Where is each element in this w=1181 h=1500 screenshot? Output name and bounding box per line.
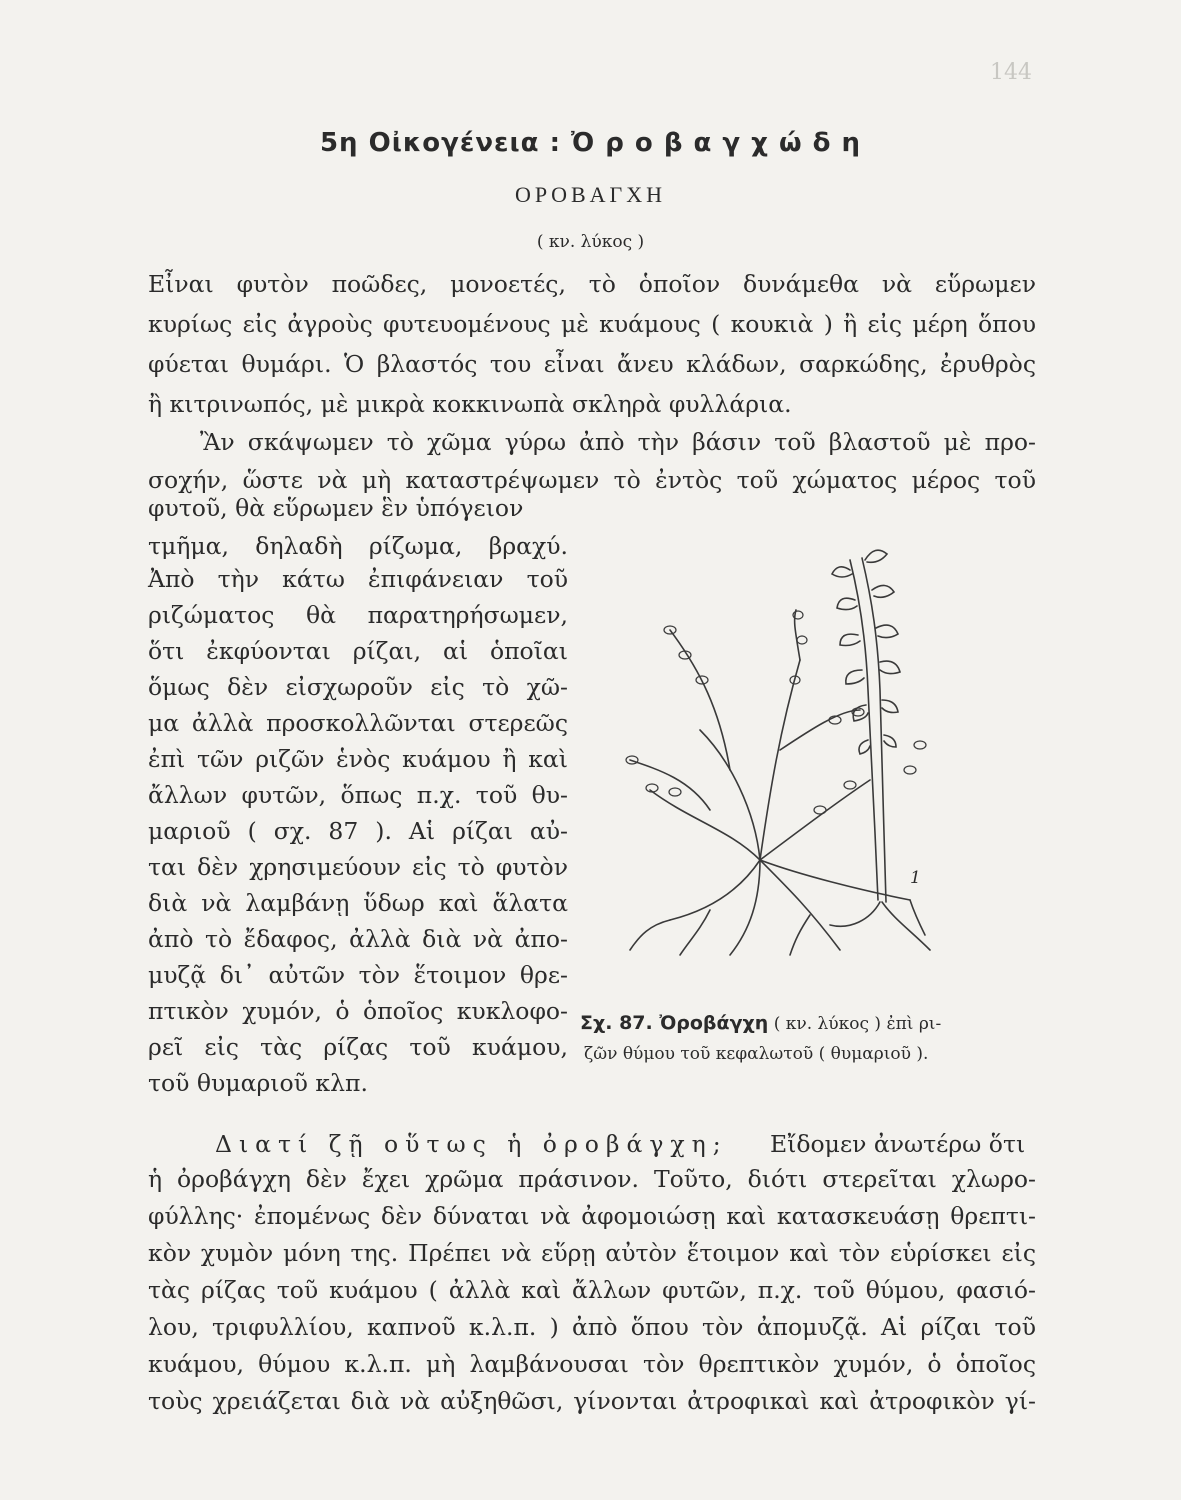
text-line: σοχήν, ὥστε νὰ μὴ καταστρέψωμεν τὸ ἐντὸς τοῦ χώματος μέρος τοῦ [148,466,1036,494]
caption-label: Σχ. 87. Ὀροβάγχη [580,1012,769,1034]
text-line: φύεται θυμάρι. Ὁ βλαστός του εἶναι ἄνευ κλάδων, σαρκώδης, ἐρυθρὸς [148,350,1036,378]
section-lead-title: Διατί ζῇ οὕτως ἡ ὀροβάγχη; [215,1130,728,1158]
text-line: μυζᾷ δι᾽ αὐτῶν τὸν ἕτοιμον θρε- [148,961,568,989]
figure-caption [580,1012,1040,1034]
text-line: κὸν χυμὸν μόνη της. Πρέπει νὰ εὕρῃ αὐτὸν ἕτοιμον καὶ τὸν εὑρίσκει εἰς [148,1239,1036,1267]
text-line: Ἀπὸ τὴν κάτω ἐπιφάνειαν τοῦ [148,565,568,593]
orobanche-illustration [610,530,940,960]
text-line: ται δὲν χρησιμεύουν εἰς τὸ φυτὸν [148,853,568,881]
text-line: τμῆμα, δηλαδὴ ρίζωμα, βραχύ. [148,532,568,560]
text-line: πτικὸν χυμόν, ὁ ὁποῖος κυκλοφο- [148,997,568,1025]
text-line: Εἶναι φυτὸν ποῶδες, μονοετές, τὸ ὁποῖον δυνάμεθα νὰ εὕρωμεν [148,270,1036,298]
text-line: ἀπὸ τὸ ἔδαφος, ἀλλὰ διὰ νὰ ἀπο- [148,925,568,953]
text-line: διὰ νὰ λαμβάνῃ ὕδωρ καὶ ἅλατα [148,889,568,917]
text-line: Εἴδομεν ἀνωτέρω ὅτι [770,1130,1026,1158]
family-heading: 5η Οἰκογένεια : Ὀ ρ ο β α γ χ ώ δ η [319,128,862,158]
plant-title: ΟΡΟΒΑΓΧΗ [514,182,667,207]
common-name: ( κν. λύκος ) [536,232,645,252]
text-line: ἐπὶ τῶν ριζῶν ἑνὸς κυάμου ἢ καὶ [148,745,568,773]
text-line: ἢ κιτρινωπός, μὲ μικρὰ κοκκινωπὰ σκληρὰ φυλλάρια. [148,390,792,418]
text-line: φυτοῦ, θὰ εὕρωμεν ἓν ὑπόγειον [148,494,524,522]
page-number: 144 [990,60,1032,85]
text-line: τὰς ρίζας τοῦ κυάμου ( ἀλλὰ καὶ ἄλλων φυτῶν, π.χ. τοῦ θύμου, φασιό- [148,1276,1036,1304]
text-line: ριζώματος θὰ παρατηρήσωμεν, [148,601,568,629]
caption-line-2: ζῶν θύμου τοῦ κεφαλωτοῦ ( θυμαριοῦ ). [584,1044,929,1064]
text-line: τοὺς χρειάζεται διὰ νὰ αὐξηθῶσι, γίνονται ἀτροφικαὶ καὶ ἀτροφικὸν γί- [148,1387,1036,1415]
section-lead [215,1130,728,1158]
text-line: τοῦ θυμαριοῦ κλπ. [148,1069,368,1097]
text-line: Ἂν σκάψωμεν τὸ χῶμα γύρω ἀπὸ τὴν βάσιν τοῦ βλαστοῦ μὲ προ- [200,428,1036,456]
text-line: φύλλης· ἐπομένως δὲν δύναται νὰ ἀφομοιώσῃ καὶ κατασκευάσῃ θρεπτι- [148,1202,1036,1230]
text-line: ἡ ὀροβάγχη δὲν ἔχει χρῶμα πράσινον. Τοῦτο, διότι στερεῖται χλωρο- [148,1165,1036,1193]
text-line: ὅτι ἐκφύονται ρίζαι, αἱ ὁποῖαι [148,637,568,665]
text-line: ἄλλων φυτῶν, ὅπως π.χ. τοῦ θυ- [148,781,568,809]
text-line: μαριοῦ ( σχ. 87 ). Αἱ ρίζαι αὐ- [148,817,568,845]
text-line: ὅμως δὲν εἰσχωροῦν εἰς τὸ χῶ- [148,673,568,701]
text-line: ρεῖ εἰς τὰς ρίζας τοῦ κυάμου, [148,1033,568,1061]
text-line: μα ἀλλὰ προσκολλῶνται στερεῶς [148,709,568,737]
text-line: λου, τριφυλλίου, καπνοῦ κ.λ.π. ) ἀπὸ ὅπου τὸν ἀπομυζᾷ. Αἱ ρίζαι τοῦ [148,1313,1036,1341]
caption-text: ( κν. λύκος ) ἐπὶ ρι- [768,1014,942,1034]
text-line: κυάμου, θύμου κ.λ.π. μὴ λαμβάνουσαι τὸν θρεπτικὸν χυμόν, ὁ ὁποῖος [148,1350,1036,1378]
figure-marker: 1 [910,868,921,888]
text-line: κυρίως εἰς ἀγροὺς φυτευομένους μὲ κυάμους ( κουκιὰ ) ἢ εἰς μέρη ὅπου [148,310,1036,338]
